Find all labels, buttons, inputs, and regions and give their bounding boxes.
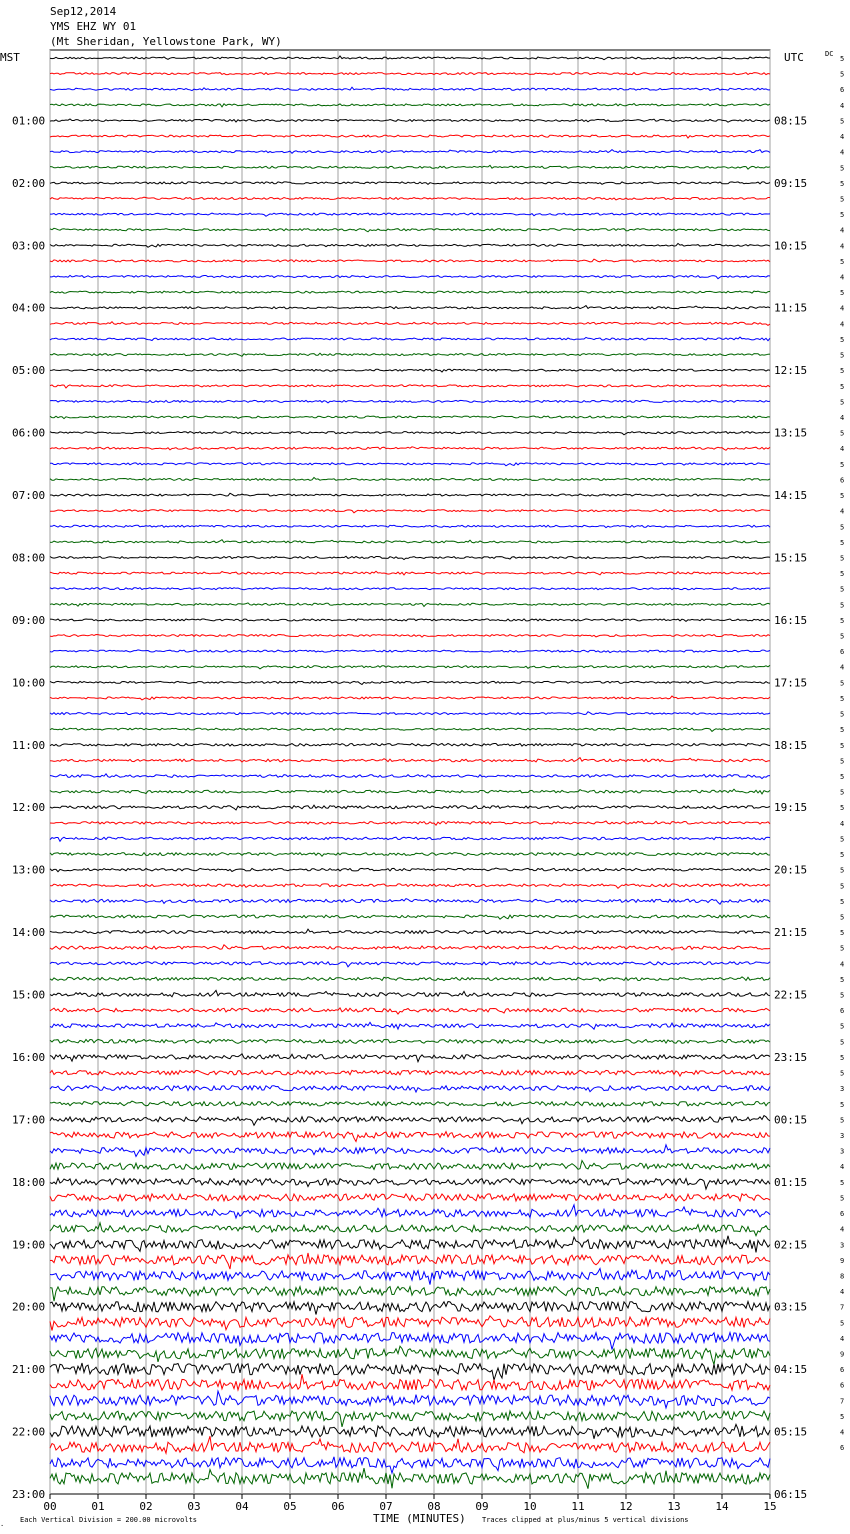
- dc-value: 5: [840, 367, 845, 376]
- left-hour-label: 15:00: [12, 988, 46, 1002]
- left-hour-label: 11:00: [12, 738, 46, 752]
- trace-line: [50, 135, 770, 138]
- trace-line: [50, 1253, 770, 1269]
- right-hour-label: 21:15: [774, 926, 808, 940]
- trace-line: [50, 1424, 770, 1438]
- trace-line: [50, 291, 770, 293]
- trace-line: [50, 945, 770, 950]
- dc-value: 7: [840, 1303, 845, 1312]
- x-tick-label: 11: [571, 1500, 585, 1513]
- record-date: Sep12,2014: [50, 5, 117, 18]
- dc-value: 5: [840, 1116, 845, 1125]
- x-tick-label: 12: [619, 1500, 633, 1513]
- right-hour-label: 15:15: [774, 551, 808, 565]
- trace-line: [50, 1316, 770, 1331]
- dc-value: 5: [840, 570, 845, 579]
- dc-value: 4: [840, 320, 845, 329]
- x-tick-label: 09: [475, 1500, 489, 1513]
- left-hour-label: 22:00: [12, 1425, 46, 1439]
- right-hour-label: 03:15: [774, 1300, 808, 1314]
- right-hour-label: 04:15: [774, 1363, 808, 1377]
- trace-line: [50, 104, 770, 107]
- dc-value: 5: [840, 460, 845, 469]
- corner-mark: .: [0, 1520, 5, 1528]
- dc-value: 3: [840, 1132, 845, 1140]
- dc-value: 9: [840, 1350, 845, 1359]
- trace-line: [50, 416, 770, 419]
- right-hour-label: 23:15: [774, 1050, 808, 1064]
- left-hour-label: 02:00: [12, 176, 46, 190]
- trace-line: [50, 619, 770, 622]
- trace-line: [50, 1236, 770, 1253]
- dc-value: 5: [840, 944, 845, 953]
- dc-value: 4: [840, 273, 845, 282]
- scale-note: Each Vertical Division = 200.00 microvolts: [20, 1516, 198, 1524]
- dc-value: 5: [840, 195, 845, 204]
- trace-line: [50, 1039, 770, 1043]
- left-hour-label: 04:00: [12, 301, 46, 315]
- left-hour-label: 08:00: [12, 551, 46, 565]
- left-hour-label: 16:00: [12, 1050, 46, 1064]
- dc-value: 9: [840, 1256, 845, 1265]
- trace-line: [50, 525, 770, 528]
- trace-line: [50, 1391, 770, 1408]
- trace-line: [50, 1411, 770, 1427]
- dc-value: 5: [840, 164, 845, 173]
- dc-value: 5: [840, 1178, 845, 1187]
- left-timezone-label: MST: [0, 51, 20, 64]
- trace-line: [50, 510, 770, 513]
- dc-value: 5: [840, 1100, 845, 1109]
- dc-value: 5: [840, 211, 845, 220]
- trace-line: [50, 728, 770, 731]
- dc-value: 5: [840, 741, 845, 750]
- left-hour-label: 05:00: [12, 364, 46, 378]
- dc-value: 4: [840, 1288, 845, 1297]
- trace-line: [50, 853, 770, 857]
- left-hour-label: 18:00: [12, 1175, 46, 1189]
- left-hour-label: 14:00: [12, 926, 46, 940]
- trace-line: [50, 1223, 770, 1236]
- trace-line: [50, 1457, 770, 1473]
- x-tick-label: 01: [91, 1500, 105, 1513]
- dc-value: 5: [840, 257, 845, 266]
- right-hour-label: 14:15: [774, 489, 808, 503]
- trace-line: [50, 929, 770, 933]
- trace-line: [50, 432, 770, 435]
- trace-line: [50, 228, 770, 232]
- x-tick-label: 07: [379, 1500, 393, 1513]
- dc-value: 5: [840, 601, 845, 610]
- dc-value: 4: [840, 663, 845, 672]
- trace-line: [50, 837, 770, 841]
- x-tick-label: 03: [187, 1500, 201, 1513]
- dc-value: 5: [840, 632, 845, 641]
- dc-value: 5: [840, 726, 845, 735]
- right-hour-label: 01:15: [774, 1175, 808, 1189]
- left-hour-label: 09:00: [12, 613, 46, 627]
- trace-line: [50, 337, 770, 341]
- trace-line: [50, 1287, 770, 1302]
- x-tick-label: 02: [139, 1500, 153, 1513]
- x-tick-label: 13: [667, 1500, 681, 1513]
- trace-line: [50, 213, 770, 216]
- left-hour-label: 01:00: [12, 114, 46, 128]
- dc-value: 5: [840, 773, 845, 781]
- dc-value: 5: [840, 616, 845, 625]
- dc-value: 5: [840, 804, 845, 813]
- dc-value: 5: [840, 694, 845, 703]
- left-hour-label: 21:00: [12, 1363, 46, 1377]
- trace-line: [50, 1436, 770, 1453]
- x-tick-label: 05: [283, 1500, 297, 1513]
- dc-value: 4: [840, 304, 845, 313]
- trace-line: [50, 1116, 770, 1126]
- trace-line: [50, 540, 770, 543]
- trace-line: [50, 805, 770, 810]
- left-hour-label: 03:00: [12, 239, 46, 253]
- dc-value: 5: [840, 429, 845, 438]
- dc-value: 6: [840, 648, 845, 657]
- dc-value: 5: [840, 1053, 845, 1062]
- trace-line: [50, 400, 770, 403]
- dc-value: 5: [840, 554, 845, 563]
- trace-line: [50, 1054, 770, 1062]
- left-hour-label: 20:00: [12, 1300, 46, 1314]
- dc-value: 4: [840, 1428, 845, 1437]
- trace-line: [50, 556, 770, 559]
- trace-line: [50, 447, 770, 451]
- dc-value: 4: [840, 101, 845, 110]
- trace-line: [50, 119, 770, 122]
- trace-line: [50, 884, 770, 888]
- trace-line: [50, 1145, 770, 1157]
- dc-value: 5: [840, 55, 845, 63]
- dc-value: 4: [840, 819, 845, 828]
- x-tick-label: 00: [43, 1500, 57, 1513]
- dc-value: 6: [840, 1210, 845, 1219]
- trace-line: [50, 87, 770, 90]
- x-tick-label: 14: [715, 1500, 729, 1513]
- trace-line: [50, 696, 770, 700]
- right-hour-label: 19:15: [774, 801, 808, 815]
- dc-value: 5: [840, 117, 845, 126]
- trace-line: [50, 1205, 770, 1218]
- dc-value: 5: [840, 851, 845, 860]
- dc-value: 5: [840, 1069, 845, 1078]
- left-hour-label: 19:00: [12, 1238, 46, 1252]
- dc-value: 6: [840, 86, 845, 95]
- trace-line: [50, 197, 770, 200]
- dc-value: 3: [840, 1085, 845, 1094]
- trace-line: [50, 744, 770, 747]
- left-hour-label: 06:00: [12, 426, 46, 440]
- dc-label: DC: [825, 50, 834, 58]
- right-hour-label: 09:15: [774, 176, 808, 190]
- dc-value: 4: [840, 133, 845, 142]
- dc-value: 5: [840, 788, 845, 797]
- trace-line: [50, 588, 770, 590]
- dc-value: 7: [840, 1397, 845, 1406]
- trace-line: [50, 603, 770, 607]
- dc-value: 5: [840, 991, 845, 1000]
- trace-line: [50, 712, 770, 715]
- right-hour-label: 02:15: [774, 1238, 808, 1252]
- dc-value: 4: [840, 445, 845, 454]
- trace-line: [50, 899, 770, 905]
- left-hour-label: 10:00: [12, 676, 46, 690]
- trace-line: [50, 635, 770, 638]
- trace-line: [50, 1333, 770, 1350]
- left-hour-label: 17:00: [12, 1113, 46, 1127]
- left-hour-label: 07:00: [12, 489, 46, 503]
- dc-value: 5: [840, 897, 845, 906]
- trace-line: [50, 1101, 770, 1107]
- trace-group: [50, 56, 770, 1489]
- dc-value: 6: [840, 1381, 845, 1390]
- dc-value: 4: [840, 1334, 845, 1343]
- dc-value: 5: [840, 538, 845, 547]
- trace-line: [50, 774, 770, 779]
- trace-line: [50, 243, 770, 247]
- right-hour-label: 20:15: [774, 863, 808, 877]
- dc-value: 5: [840, 882, 845, 891]
- right-hour-label: 00:15: [774, 1113, 808, 1127]
- left-hour-label: 12:00: [12, 801, 46, 815]
- dc-value: 5: [840, 710, 845, 719]
- trace-line: [50, 1363, 770, 1380]
- trace-line: [50, 1132, 770, 1142]
- dc-value: 5: [840, 523, 845, 532]
- plot-frame: [50, 50, 770, 1494]
- x-tick-label: 06: [331, 1500, 345, 1513]
- right-hour-label: 08:15: [774, 114, 808, 128]
- right-hour-label: 13:15: [774, 426, 808, 440]
- x-tick-label: 04: [235, 1500, 249, 1513]
- dc-value: 5: [840, 398, 845, 407]
- trace-line: [50, 990, 770, 996]
- dc-value: 5: [840, 835, 845, 844]
- dc-value: 3: [840, 1241, 845, 1250]
- dc-value: 5: [840, 382, 845, 391]
- dc-value: 5: [840, 1319, 845, 1328]
- dc-value: 4: [840, 960, 845, 969]
- right-hour-label: 11:15: [774, 301, 808, 315]
- right-hour-label: 10:15: [774, 239, 808, 253]
- dc-value: 5: [840, 289, 845, 298]
- trace-line: [50, 1086, 770, 1093]
- dc-value: 4: [840, 1225, 845, 1234]
- dc-value: 5: [840, 335, 845, 344]
- trace-line: [50, 150, 770, 154]
- trace-line: [50, 868, 770, 872]
- trace-line: [50, 1194, 770, 1201]
- dc-value: 4: [840, 507, 845, 516]
- dc-value: 5: [840, 757, 845, 766]
- trace-line: [50, 1022, 770, 1029]
- trace-line: [50, 463, 770, 466]
- left-hour-label: 13:00: [12, 863, 46, 877]
- trace-line: [50, 259, 770, 262]
- trace-line: [50, 56, 770, 60]
- trace-line: [50, 977, 770, 981]
- trace-line: [50, 571, 770, 575]
- x-tick-label: 10: [523, 1500, 537, 1513]
- trace-line: [50, 478, 770, 481]
- trace-line: [50, 1070, 770, 1076]
- trace-line: [50, 1346, 770, 1364]
- dc-value: 6: [840, 476, 845, 485]
- trace-line: [50, 1468, 770, 1489]
- dc-value: 5: [840, 179, 845, 188]
- trace-line: [50, 182, 770, 185]
- trace-line: [50, 915, 770, 919]
- dc-value: 5: [840, 1412, 845, 1421]
- dc-value: 5: [840, 1038, 845, 1047]
- dc-value: 4: [840, 226, 845, 235]
- dc-value: 5: [840, 929, 845, 938]
- trace-line: [50, 1008, 770, 1014]
- right-hour-label: 06:15: [774, 1488, 808, 1501]
- dc-value: 4: [840, 414, 845, 422]
- x-axis-label: TIME (MINUTES): [373, 1512, 466, 1525]
- trace-line: [50, 681, 770, 684]
- station-code: YMS EHZ WY 01: [50, 20, 137, 33]
- trace-line: [50, 73, 770, 75]
- dc-value: 5: [840, 975, 845, 984]
- dc-value: 5: [840, 913, 845, 922]
- trace-line: [50, 758, 770, 763]
- right-timezone-label: UTC: [784, 51, 804, 64]
- right-hour-label: 16:15: [774, 613, 808, 627]
- trace-line: [50, 385, 770, 388]
- dc-value: 6: [840, 1366, 845, 1375]
- dc-value: 4: [840, 1163, 845, 1172]
- trace-line: [50, 665, 770, 669]
- trace-line: [50, 493, 770, 496]
- trace-line: [50, 1269, 770, 1285]
- dc-value: 5: [840, 1194, 845, 1203]
- trace-line: [50, 353, 770, 356]
- dc-value: 5: [840, 1022, 845, 1031]
- dc-value: 5: [840, 679, 845, 688]
- dc-value: 3: [840, 1147, 845, 1156]
- dc-value: 6: [840, 1444, 845, 1453]
- trace-line: [50, 165, 770, 169]
- trace-line: [50, 1302, 770, 1315]
- trace-line: [50, 962, 770, 967]
- trace-line: [50, 1374, 770, 1390]
- clip-note: Traces clipped at plus/minus 5 vertical divisions: [482, 1516, 689, 1524]
- dc-value: 6: [840, 1007, 845, 1016]
- dc-value: 4: [840, 148, 845, 157]
- dc-value: 5: [840, 866, 845, 875]
- station-location: (Mt Sheridan, Yellowstone Park, WY): [50, 35, 282, 48]
- right-hour-label: 05:15: [774, 1425, 808, 1439]
- left-hour-label: 23:00: [12, 1488, 46, 1501]
- trace-line: [50, 322, 770, 326]
- dc-value: 5: [840, 70, 845, 79]
- trace-line: [50, 789, 770, 794]
- trace-line: [50, 1161, 770, 1170]
- x-tick-label: 15: [763, 1500, 777, 1513]
- right-hour-label: 12:15: [774, 364, 808, 378]
- trace-line: [50, 275, 770, 278]
- x-tick-label: 08: [427, 1500, 441, 1513]
- trace-line: [50, 821, 770, 825]
- dc-value: 5: [840, 492, 845, 501]
- right-hour-label: 17:15: [774, 676, 808, 690]
- dc-value: 5: [840, 585, 845, 594]
- dc-value: 4: [840, 242, 845, 251]
- dc-value: 5: [840, 351, 845, 360]
- trace-line: [50, 650, 770, 653]
- right-hour-label: 18:15: [774, 738, 808, 752]
- trace-line: [50, 1178, 770, 1189]
- right-hour-label: 22:15: [774, 988, 808, 1002]
- dc-value: 8: [840, 1272, 845, 1281]
- trace-line: [50, 369, 770, 372]
- trace-line: [50, 306, 770, 309]
